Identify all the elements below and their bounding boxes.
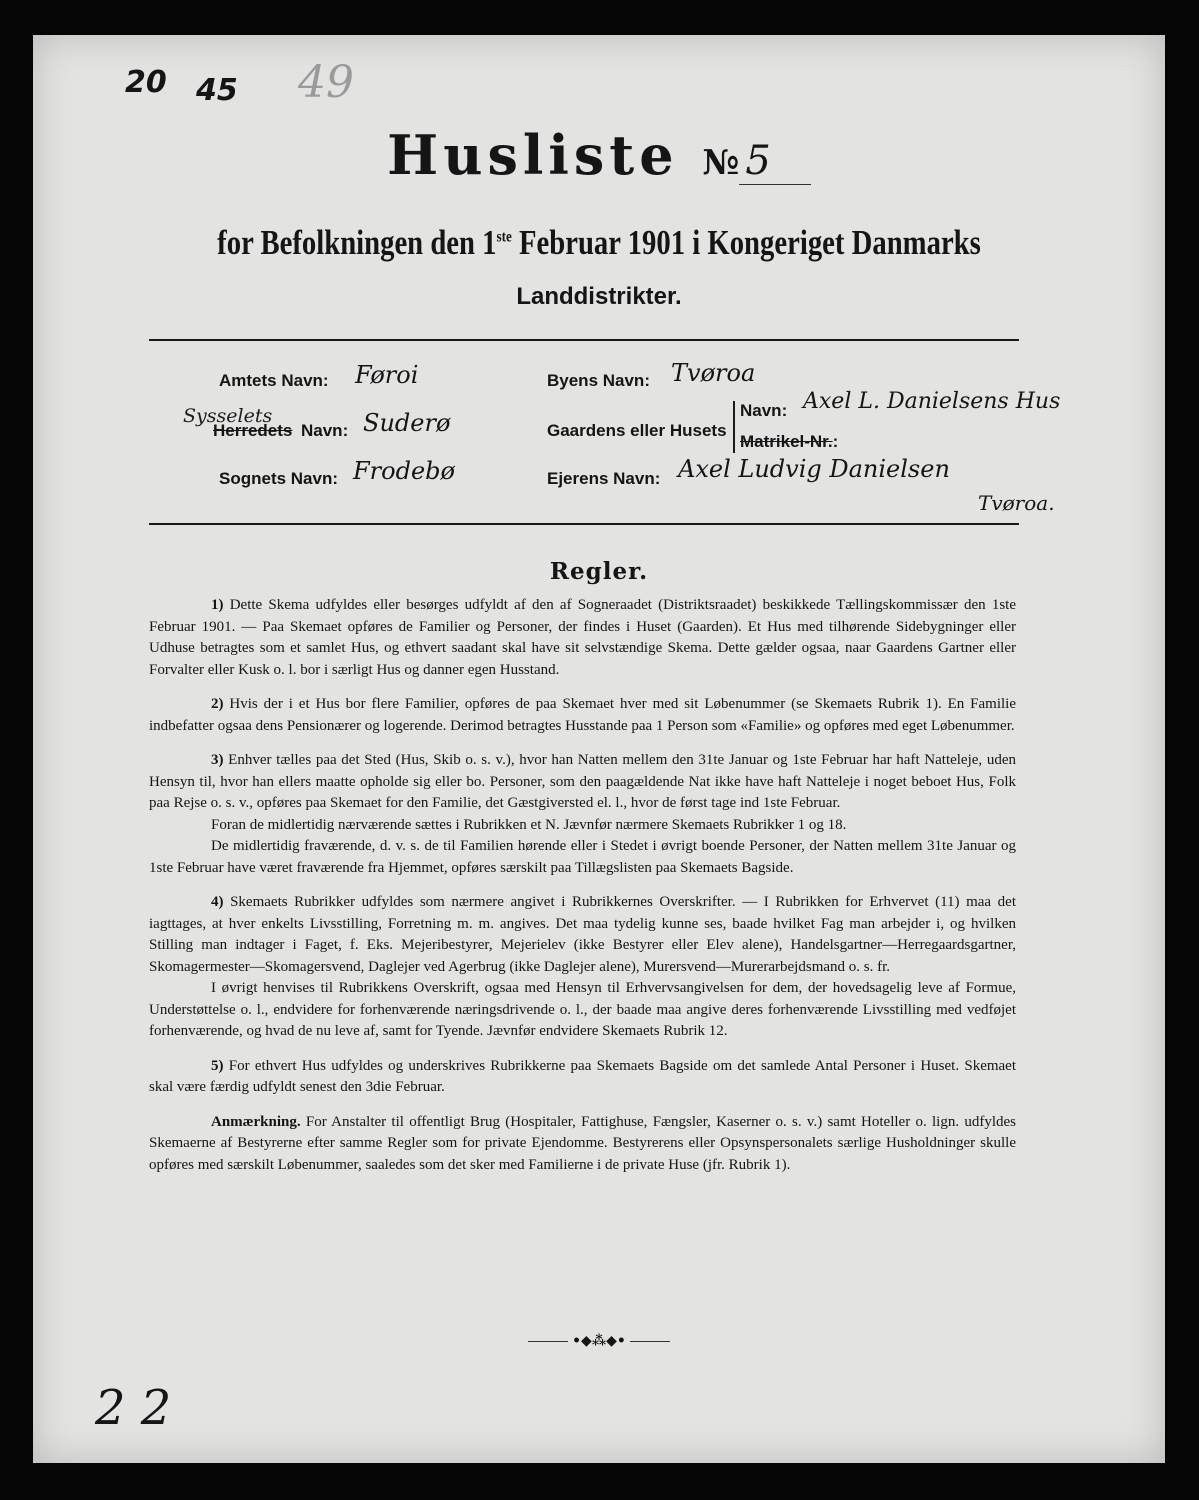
bottom-handwritten-number: 2 2	[95, 1380, 172, 1436]
gaard-bracket	[733, 401, 735, 453]
matrikel-label	[740, 432, 838, 452]
rule-3-text: Enhver tælles paa det Sted (Hus, Skib o. s. v.), hvor han Natten mellem den 31te Januar og 1ste Februar har haft Natteleje, uden Hensyn til, hvor han ellers maatte opholde sig eller bo. Personer, som den paagældende Nat ikke have haft Natteleje i noget beboet Hus, Folk paa Rejse o. s. v., opføres paa Skemaet for den Familie, det Gæstgiversted el. l., hvor de først tage ind 1ste Februar.	[149, 752, 1016, 811]
syssel-handwritten: Sysselets	[183, 405, 273, 427]
rule-1	[149, 595, 1016, 681]
rule-1-text: Dette Skema udfyldes eller besørges udfyldt af den af Sogneraadet (Distriktsraadet) beskikkede Tællingskommissær den 1ste Februar 1901. — Paa Skemaet opføres de Familier og Personer, der findes i Huset (Gaarden). Et Hus med tilhørende Sidebygninger eller Udhuse betragtes som et samlet Hus, og ethvert saadant skal have sit selvstændige Skema. Dette gælder ogsaa, naar Gaardens Gartner eller Forvalter eller Kusk o. l. bor i særligt Hus og danner egen Husstand.	[149, 597, 1017, 678]
rule-4-number: 4)	[211, 894, 224, 910]
ornament-divider	[33, 1333, 1165, 1349]
note-label: Anmærkning.	[211, 1113, 301, 1130]
title-text: Husliste	[387, 123, 679, 187]
rule-3-fravaerende: De midlertidig fraværende, d. v. s. de til Familien hørende eller i Stedet i øvrigt boende Personer, der Natten mellem 31te Januar og 1ste Februar have været fraværende fra Hjemmet, opføres særskilt paa Tillægslisten paa Skemaets Bagside.	[149, 838, 1016, 876]
ornament-glyph: •◆⁂◆•	[572, 1333, 626, 1349]
matrikel-struck: Matrikel-Nr.	[740, 432, 833, 451]
bottom-divider	[149, 523, 1019, 525]
form-subtitle	[135, 223, 1063, 263]
rule-2-number: 2)	[211, 696, 224, 712]
rule-3-foran: Foran de midlertidig nærværende sættes i Rubrikken et N. Jævnfør nærmere Skemaets Rubrikker 1 og 18.	[211, 816, 847, 833]
rule-5-number: 5)	[211, 1057, 224, 1074]
form-title	[33, 123, 1165, 187]
sogn-value: Frodebø	[353, 457, 455, 485]
rules-text	[149, 595, 1016, 1189]
rule-1-number: 1)	[211, 597, 224, 613]
matrikel-colon: :	[832, 432, 839, 451]
note-text: For Anstalter til offentligt Brug (Hospitaler, Fattighuse, Fængsler, Kaserner o. s. v.) samt Hoteller o. lign. udfyldes Skemaerne af Bestyrerne efter samme Regler som for private Ejendomme. Bestyrerens eller Opsynspersonalets særlige Husholdninger skulle opføres med særskilt Løbenummer, saaledes som det sker med Familierne i de private Huse (jfr. Rubrik 1).	[149, 1113, 1017, 1173]
rule-2-text: Hvis der i et Hus bor flere Familier, opføres de paa Skemaet hver med sit Løbenummer (se Skemaets Rubrik 1). En Familie indbefatter ogsaa dens Pensionærer og logerende. Derimod betragtes Husstande paa 1 Person som «Familie» og opføres med eget Løbenummer.	[149, 696, 1017, 734]
sogn-label: Sognets Navn:	[219, 469, 339, 488]
rule-3-number: 3)	[211, 752, 224, 768]
subtitle-part-2: Februar 1901 i Kongeriget Danmarks	[511, 223, 981, 262]
ornament-line-right	[630, 1341, 670, 1342]
amt-value: Føroi	[355, 361, 419, 389]
gaard-navn-value: Axel L. Danielsens Hus	[803, 389, 1061, 414]
ejer-label: Ejerens Navn:	[547, 469, 661, 488]
rule-4-text: Skemaets Rubrikker udfyldes som nærmere angivet i Rubrikkernes Overskrifter. — I Rubrikken for Erhvervet (11) maa det iagttages, at hver enkelts Livsstilling, Forretning m. m. angives. Det maa tydelig kunne ses, baade hvilket Fag man arbejder i, og hvilken Stilling man indtager i Faget, f. Eks. Mejeribestyrer, Mejerielev (ikke Bestyrer eller Elev alene), Handelsgartner—Herregaardsgartner, Skomagermester—Skomagersvend, Daglejer ved Agerbrug (ikke Daglejer alene), Murersvend—Murerarbejdsmand o. s. fr.	[149, 894, 1016, 975]
ejer-value-line-2: Tvøroa.	[978, 491, 1055, 515]
herred-navn-label: Navn:	[301, 421, 349, 440]
note	[149, 1112, 1016, 1177]
number-sign: №	[702, 143, 740, 183]
rules-heading: Regler.	[549, 558, 649, 585]
rule-5-text: For ethvert Hus udfyldes og underskrives Rubrikkerne paa Skemaets Bagside om det samlede Antal Personer i Huset. Skemaet skal være færdig udfyldt senest den 3die Februar.	[149, 1057, 1017, 1095]
pencil-number: 49	[298, 57, 354, 108]
amt-label: Amtets Navn:	[219, 371, 329, 390]
rule-3	[149, 750, 1016, 815]
rule-2	[149, 694, 1016, 737]
by-label: Byens Navn:	[547, 371, 650, 390]
ornament-line-left	[528, 1341, 568, 1342]
rule-5	[149, 1056, 1016, 1099]
top-divider	[149, 339, 1019, 341]
subtitle-superscript: ste	[496, 228, 512, 246]
ejer-value: Axel Ludvig Danielsen	[678, 455, 950, 483]
district-heading: Landdistrikter.	[516, 283, 682, 310]
reference-number-stamp-2: 45	[196, 73, 238, 108]
census-form-page	[33, 35, 1165, 1463]
form-number: 5	[739, 138, 810, 185]
herred-value: Suderø	[363, 409, 451, 437]
reference-number-stamp: 20	[125, 65, 167, 100]
by-value: Tvøroa	[671, 359, 756, 387]
navn-label: Navn:	[740, 401, 788, 420]
subtitle-part-1: for Befolkningen den 1	[217, 223, 497, 262]
rule-4	[149, 892, 1016, 978]
gaard-label: Gaardens eller Husets	[547, 421, 727, 440]
rule-4-continued: I øvrigt henvises til Rubrikkens Overskrift, ogsaa med Hensyn til Erhvervsangivelsen for dem, der hovedsagelig leve af Formue, Understøttelse o. l., endvidere for forhenværende næringsdrivende o. l., der baade maa angive deres forhenværende Livsstilling med vedføjet forhenværende, og hvad de nu leve af, samt for Tyende. Jævnfør endvidere Skemaets Rubrik 12.	[149, 980, 1016, 1039]
herred-struck-label: Herredets	[213, 421, 293, 440]
